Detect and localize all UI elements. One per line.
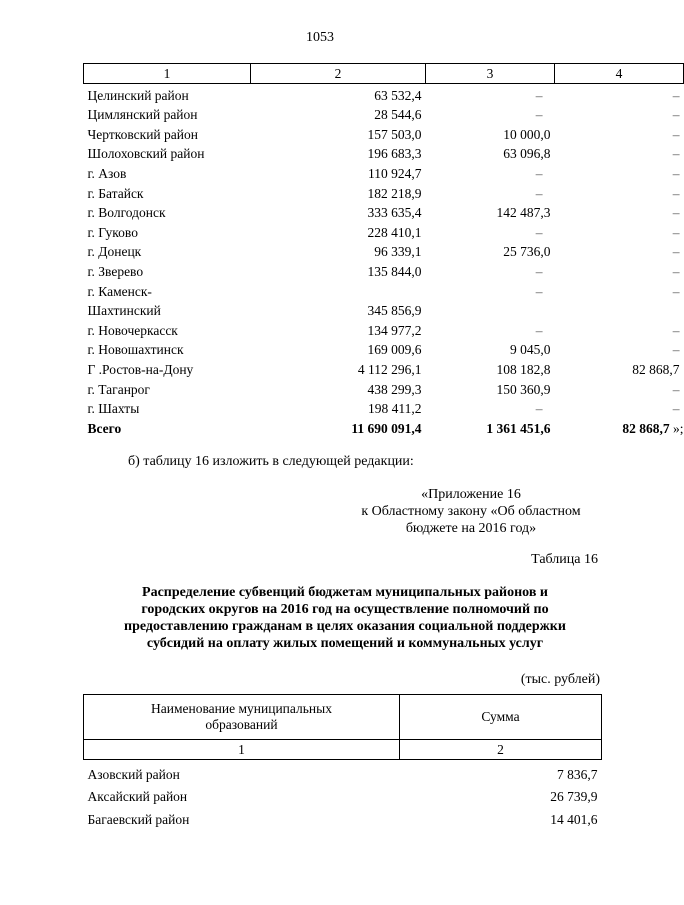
appendix-heading bbox=[340, 486, 602, 537]
table-row bbox=[84, 319, 684, 339]
cell-col2: 28 544,6 bbox=[374, 107, 422, 123]
cell-col2: 198 411,2 bbox=[368, 401, 422, 417]
cell-col2: 96 339,1 bbox=[374, 244, 422, 260]
cell-col2: 110 924,7 bbox=[368, 165, 422, 181]
units-label: (тыс. рублей) bbox=[520, 672, 600, 687]
cell-col4: – bbox=[672, 263, 680, 279]
table-row bbox=[84, 805, 602, 828]
cell-col3: 9 045,0 bbox=[510, 342, 551, 358]
table-row bbox=[84, 378, 684, 398]
municipality-name: Азовский район bbox=[87, 766, 180, 782]
cell-col2: 4 112 296,1 bbox=[357, 361, 422, 377]
cell-col4: – bbox=[672, 107, 680, 123]
table-row bbox=[84, 221, 684, 241]
municipality-name: г. Батайск bbox=[87, 185, 144, 201]
table-body-b bbox=[84, 319, 684, 417]
amount: 7 836,7 bbox=[557, 766, 598, 782]
page-number: 1053 bbox=[306, 30, 334, 45]
table-row bbox=[84, 104, 684, 124]
header-sum: Сумма bbox=[400, 695, 602, 740]
municipality-name: г. Волгодонск bbox=[87, 205, 166, 221]
table-body-a bbox=[84, 84, 684, 280]
cell-col4: – bbox=[672, 244, 680, 260]
table-row bbox=[84, 202, 684, 222]
column-number-1: 1 bbox=[84, 740, 400, 760]
cell-col3: – bbox=[535, 87, 543, 103]
cell-col4: – bbox=[672, 381, 680, 397]
column-number-2: 2 bbox=[251, 64, 426, 84]
cell-col3: – bbox=[535, 165, 543, 181]
cell-col4: – bbox=[672, 165, 680, 181]
title-line-2: городских округов на 2016 год на осуществление полномочий по bbox=[141, 602, 549, 617]
appendix-line-1: «Приложение 16 bbox=[421, 487, 521, 502]
table-title bbox=[90, 584, 600, 652]
cell-col4: – bbox=[672, 224, 680, 240]
municipality-name: Цимлянский район bbox=[87, 107, 198, 123]
municipality-name: Целинский район bbox=[87, 87, 189, 103]
cell-col4: – bbox=[672, 87, 680, 103]
total-col2: 11 690 091,4 bbox=[351, 420, 422, 436]
cell-col2: 134 977,2 bbox=[367, 322, 422, 338]
instruction-text: б) таблицу 16 изложить в следующей редакции: bbox=[128, 454, 414, 469]
municipality-name: г. Таганрог bbox=[87, 381, 150, 397]
municipality-name: г. Гуково bbox=[87, 224, 138, 240]
cell-col2: 345 856,9 bbox=[367, 303, 422, 319]
subsidy-table-16 bbox=[83, 694, 602, 828]
municipality-name: Чертковский район bbox=[87, 126, 198, 142]
table-row bbox=[84, 339, 684, 359]
municipality-name: Аксайский район bbox=[87, 789, 188, 804]
cell-col3: – bbox=[535, 107, 543, 123]
cell-col4: 82 868,7 bbox=[632, 361, 680, 377]
table-row bbox=[84, 182, 684, 202]
title-line-1: Распределение субвенций бюджетам муниципальных районов и bbox=[142, 585, 548, 600]
total-col3: 1 361 451,6 bbox=[486, 420, 551, 436]
table-label: Таблица 16 bbox=[531, 552, 598, 567]
municipality-name: г. Донецк bbox=[87, 244, 142, 260]
cell-col3: – bbox=[535, 401, 543, 417]
cell-col4: – bbox=[672, 342, 680, 358]
amount: 26 739,9 bbox=[550, 789, 598, 804]
cell-col2: 182 218,9 bbox=[367, 185, 422, 201]
table-row bbox=[84, 241, 684, 261]
title-line-3: предоставлению гражданам в целях оказания социальной поддержки bbox=[124, 619, 566, 634]
cell-col2: 228 410,1 bbox=[367, 224, 422, 240]
subsidy-table-continued bbox=[83, 63, 684, 437]
cell-col3: – bbox=[535, 185, 543, 201]
municipality-name: Багаевский район bbox=[87, 811, 190, 827]
table-row bbox=[84, 162, 684, 182]
cell-col4: – bbox=[672, 126, 680, 142]
table-body-kamensk bbox=[84, 280, 684, 319]
header-municipality bbox=[84, 695, 400, 740]
cell-col3: 10 000,0 bbox=[503, 126, 551, 142]
cell-col2: 438 299,3 bbox=[367, 381, 422, 397]
quote-close: »; bbox=[669, 420, 684, 436]
cell-col3: 25 736,0 bbox=[503, 244, 551, 260]
table-row bbox=[84, 280, 684, 300]
cell-col3: – bbox=[535, 224, 543, 240]
table-row bbox=[84, 84, 684, 104]
cell-col4: – bbox=[672, 401, 680, 417]
municipality-name-cont: Шахтинский bbox=[87, 303, 161, 319]
cell-col2: 135 844,0 bbox=[367, 263, 422, 279]
cell-col2: 333 635,4 bbox=[367, 205, 422, 221]
municipality-name: г. Азов bbox=[87, 165, 127, 181]
municipality-name: Г .Ростов-на-Дону bbox=[87, 361, 194, 377]
cell-col3: 63 096,8 bbox=[503, 146, 551, 162]
cell-col3: 150 360,9 bbox=[496, 381, 551, 397]
total-row bbox=[84, 417, 684, 437]
header-municipality-line-1: Наименование муниципальных bbox=[151, 701, 332, 716]
cell-col2: 169 009,6 bbox=[367, 342, 422, 358]
column-number-row bbox=[84, 64, 684, 84]
column-number-2: 2 bbox=[400, 740, 602, 760]
table-row bbox=[84, 760, 602, 783]
table-row bbox=[84, 143, 684, 163]
cell-col3: – bbox=[535, 263, 543, 279]
municipality-name: г. Новочеркасск bbox=[87, 322, 178, 338]
column-number-3: 3 bbox=[426, 64, 555, 84]
appendix-line-2: к Областному закону «Об областном bbox=[361, 504, 581, 519]
cell-col4: – bbox=[672, 322, 680, 338]
municipality-name: г. Новошахтинск bbox=[87, 342, 184, 358]
table-row bbox=[84, 398, 684, 418]
table-row bbox=[84, 300, 684, 320]
total-col4 bbox=[555, 417, 684, 437]
cell-col3: – bbox=[535, 283, 543, 299]
cell-col4: – bbox=[672, 283, 680, 299]
column-number-4: 4 bbox=[555, 64, 684, 84]
cell-col4: – bbox=[672, 205, 680, 221]
table-row bbox=[84, 123, 684, 143]
cell-col2: 196 683,3 bbox=[367, 146, 422, 162]
header-municipality-line-2: образований bbox=[205, 717, 278, 732]
amount: 14 401,6 bbox=[550, 811, 598, 827]
cell-col2: 157 503,0 bbox=[367, 126, 422, 142]
municipality-name: г. Шахты bbox=[87, 401, 140, 417]
municipality-name: г. Каменск- bbox=[87, 283, 152, 299]
total-col4-value: 82 868,7 bbox=[622, 420, 670, 436]
municipality-name: Шолоховский район bbox=[87, 146, 205, 162]
table-row bbox=[84, 358, 684, 378]
cell-col3: 108 182,8 bbox=[496, 361, 551, 377]
total-label: Всего bbox=[87, 420, 122, 436]
column-number-1: 1 bbox=[84, 64, 251, 84]
cell-col2: 63 532,4 bbox=[374, 87, 422, 103]
municipality-name: г. Зверево bbox=[87, 263, 144, 279]
cell-col3: – bbox=[535, 322, 543, 338]
table-row bbox=[84, 260, 684, 280]
cell-col4: – bbox=[672, 185, 680, 201]
appendix-line-3: бюджете на 2016 год» bbox=[405, 521, 537, 536]
table2-body bbox=[84, 760, 602, 828]
table-row bbox=[84, 783, 602, 806]
cell-col4: – bbox=[672, 146, 680, 162]
title-line-4: субсидий на оплату жилых помещений и коммунальных услуг bbox=[146, 636, 544, 651]
cell-col3: 142 487,3 bbox=[496, 205, 551, 221]
